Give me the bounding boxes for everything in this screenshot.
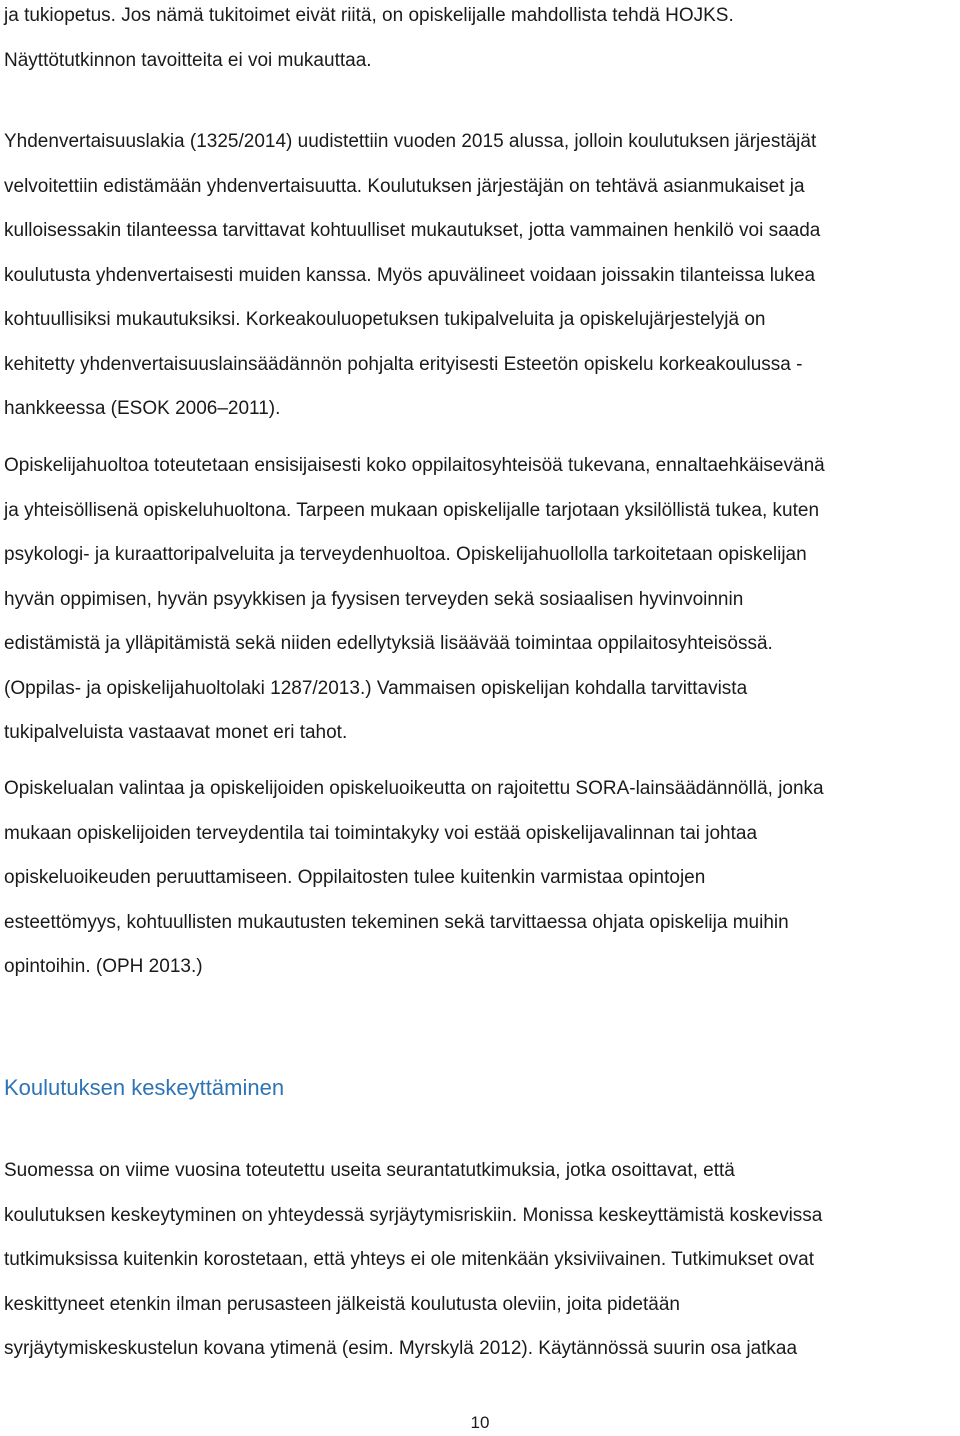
text-line: Suomessa on viime vuosina toteutettu useita seurantatutkimuksia, jotka osoittavat, että (4, 1160, 735, 1181)
text-line: hyvän oppimisen, hyvän psyykkisen ja fyysisen terveyden sekä sosiaalisen hyvinvoinnin (4, 588, 744, 610)
text-line: psykologi- ja kuraattoripalveluita ja terveydenhuoltoa. Opiskelijahuollolla tarkoitetaan opiskelijan (4, 544, 807, 565)
paragraph-hojks (4, 0, 956, 83)
text-line: tukipalveluista vastaavat monet eri tahot. (4, 722, 348, 743)
text-line: tutkimuksissa kuitenkin korostetaan, että yhteys ei ole mitenkään yksiviivainen. Tutkimukset ovat (4, 1249, 814, 1270)
paragraph-sora (4, 767, 956, 990)
text-line: Opiskelualan valintaa ja opiskelijoiden opiskeluoikeutta on rajoitettu SORA-lainsäädännöllä, jonka (4, 778, 824, 799)
text-line: koulutusta yhdenvertaisesti muiden kanssa. Myös apuvälineet voidaan joissakin tilanteissa lukea (4, 264, 816, 286)
text-line: hankkeessa (ESOK 2006–2011). (4, 398, 281, 419)
page-number: 10 (470, 1413, 490, 1432)
text-line: ja yhteisöllisenä opiskeluhuoltona. Tarpeen mukaan opiskelijalle tarjotaan yksilöllistä tukea, kuten (4, 499, 820, 521)
text-line: kulloisessakin tilanteessa tarvittavat kohtuulliset mukautukset, jotta vammainen henkilö voi saada (4, 220, 821, 241)
text-line: mukaan opiskelijoiden terveydentila tai toimintakyky voi estää opiskelijavalinnan tai johtaa (4, 822, 758, 844)
section-heading: Koulutuksen keskeyttäminen (4, 1075, 285, 1100)
text-line: esteettömyys, kohtuullisten mukautusten tekeminen sekä tarvittaessa ohjata opiskelija muihin (4, 911, 789, 933)
paragraph-yhdenvertaisuuslaki (4, 120, 956, 432)
text-line: Yhdenvertaisuuslakia (1325/2014) uudistettiin vuoden 2015 alussa, jolloin koulutuksen järjestäjät (4, 131, 817, 152)
text-line: edistämistä ja ylläpitämistä sekä niiden edellytyksiä lisäävää toimintaa oppilaitosyhteisössä. (4, 633, 773, 654)
paragraph-keskeyttaminen (4, 1149, 956, 1372)
text-line: Opiskelijahuoltoa toteutetaan ensisijaisesti koko oppilaitosyhteisöä tukevana, ennaltaehkäisevänä (4, 455, 825, 476)
text-line: koulutuksen keskeytyminen on yhteydessä syrjäytymisriskiin. Monissa keskeyttämistä koskevissa (4, 1204, 823, 1226)
paragraph-opiskelijahuolto (4, 444, 956, 756)
text-line: velvoitettiin edistämään yhdenvertaisuutta. Koulutuksen järjestäjän on tehtävä asianmukaiset ja (4, 175, 805, 197)
text-line: kohtuullisiksi mukautuksiksi. Korkeakouluopetuksen tukipalveluita ja opiskelujärjestelyjä on (4, 309, 766, 330)
text-line: keskittyneet etenkin ilman perusasteen jälkeistä koulutusta oleviin, joita pidetään (4, 1293, 680, 1315)
text-line: Näyttötutkinnon tavoitteita ei voi mukauttaa. (4, 49, 372, 71)
text-line: syrjäytymiskeskustelun kovana ytimenä (esim. Myrskylä 2012). Käytännössä suurin osa jatkaa (4, 1338, 798, 1359)
text-line: ja tukiopetus. Jos nämä tukitoimet eivät riitä, on opiskelijalle mahdollista tehdä HOJKS. (4, 5, 734, 26)
text-line: (Oppilas- ja opiskelijahuoltolaki 1287/2013.) Vammaisen opiskelijan kohdalla tarvittavista (4, 677, 748, 699)
text-line: opiskeluoikeuden peruuttamiseen. Oppilaitosten tulee kuitenkin varmistaa opintojen (4, 867, 706, 888)
text-line: opintoihin. (OPH 2013.) (4, 956, 203, 977)
text-line: kehitetty yhdenvertaisuuslainsäädännön pohjalta erityisesti Esteetön opiskelu korkeakoulussa - (4, 353, 803, 375)
